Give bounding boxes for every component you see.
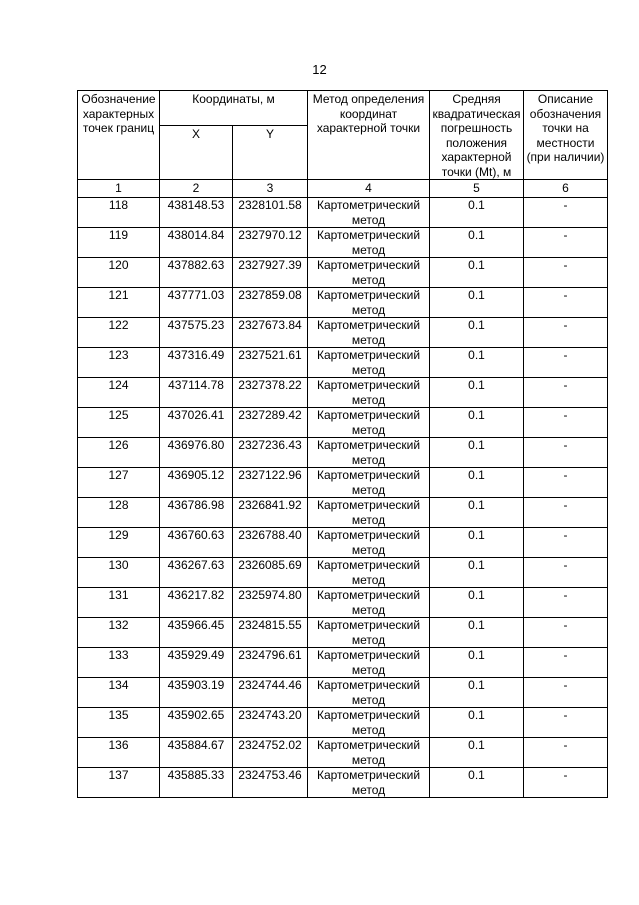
error-cell: 0.1 (430, 258, 524, 288)
method-cell: Картометрический метод (308, 198, 430, 228)
table-row (78, 708, 608, 738)
error-cell: 0.1 (430, 738, 524, 768)
y-coordinate-cell: 2328101.58 (233, 198, 308, 228)
x-coordinate-cell: 435966.45 (160, 618, 233, 648)
y-coordinate-cell: 2324796.61 (233, 648, 308, 678)
description-cell: - (524, 408, 608, 438)
point-cell: 121 (78, 288, 160, 318)
description-cell: - (524, 378, 608, 408)
table-row (78, 438, 608, 468)
y-coordinate-cell: 2325974.80 (233, 588, 308, 618)
description-cell: - (524, 498, 608, 528)
point-cell: 128 (78, 498, 160, 528)
description-cell: - (524, 348, 608, 378)
column-number-row (78, 180, 608, 198)
point-cell: 123 (78, 348, 160, 378)
point-cell: 133 (78, 648, 160, 678)
header-description: Описание обозначения точки на местности (при наличии) (524, 91, 608, 180)
y-coordinate-cell: 2326085.69 (233, 558, 308, 588)
point-cell: 126 (78, 438, 160, 468)
description-cell: - (524, 738, 608, 768)
x-coordinate-cell: 435902.65 (160, 708, 233, 738)
x-coordinate-cell: 436217.82 (160, 588, 233, 618)
table-row (78, 498, 608, 528)
x-coordinate-cell: 436267.63 (160, 558, 233, 588)
point-cell: 132 (78, 618, 160, 648)
column-number: 1 (78, 180, 160, 198)
header-point: Обозначение характерных точек границ (78, 91, 160, 180)
point-cell: 136 (78, 738, 160, 768)
y-coordinate-cell: 2324815.55 (233, 618, 308, 648)
y-coordinate-cell: 2327289.42 (233, 408, 308, 438)
header-method: Метод определения координат характерной точки (308, 91, 430, 180)
column-number: 6 (524, 180, 608, 198)
y-coordinate-cell: 2324743.20 (233, 708, 308, 738)
method-cell: Картометрический метод (308, 588, 430, 618)
point-cell: 125 (78, 408, 160, 438)
table-row (78, 348, 608, 378)
table-row (78, 618, 608, 648)
x-coordinate-cell: 436786.98 (160, 498, 233, 528)
table-row (78, 288, 608, 318)
table-row (78, 738, 608, 768)
table-row (78, 408, 608, 438)
x-coordinate-cell: 436905.12 (160, 468, 233, 498)
method-cell: Картометрический метод (308, 258, 430, 288)
y-coordinate-cell: 2324744.46 (233, 678, 308, 708)
method-cell: Картометрический метод (308, 708, 430, 738)
header-error: Средняя квадратическая погрешность положения характерной точки (Mt), м (430, 91, 524, 180)
error-cell: 0.1 (430, 378, 524, 408)
column-number: 2 (160, 180, 233, 198)
y-coordinate-cell: 2324752.02 (233, 738, 308, 768)
description-cell: - (524, 558, 608, 588)
method-cell: Картометрический метод (308, 318, 430, 348)
method-cell: Картометрический метод (308, 468, 430, 498)
description-cell: - (524, 468, 608, 498)
point-cell: 120 (78, 258, 160, 288)
point-cell: 127 (78, 468, 160, 498)
method-cell: Картометрический метод (308, 228, 430, 258)
table-row (78, 648, 608, 678)
table-row (78, 588, 608, 618)
x-coordinate-cell: 437026.41 (160, 408, 233, 438)
method-cell: Картометрический метод (308, 498, 430, 528)
method-cell: Картометрический метод (308, 678, 430, 708)
x-coordinate-cell: 437114.78 (160, 378, 233, 408)
point-cell: 119 (78, 228, 160, 258)
y-coordinate-cell: 2326841.92 (233, 498, 308, 528)
error-cell: 0.1 (430, 648, 524, 678)
x-coordinate-cell: 437882.63 (160, 258, 233, 288)
point-cell: 130 (78, 558, 160, 588)
y-coordinate-cell: 2327122.96 (233, 468, 308, 498)
column-number: 4 (308, 180, 430, 198)
description-cell: - (524, 648, 608, 678)
error-cell: 0.1 (430, 768, 524, 798)
x-coordinate-cell: 435885.33 (160, 768, 233, 798)
header-y: Y (233, 126, 308, 180)
point-cell: 135 (78, 708, 160, 738)
x-coordinate-cell: 435903.19 (160, 678, 233, 708)
description-cell: - (524, 678, 608, 708)
y-coordinate-cell: 2327521.61 (233, 348, 308, 378)
header-x: X (160, 126, 233, 180)
page-number: 12 (312, 62, 327, 77)
error-cell: 0.1 (430, 438, 524, 468)
method-cell: Картометрический метод (308, 378, 430, 408)
error-cell: 0.1 (430, 348, 524, 378)
point-cell: 129 (78, 528, 160, 558)
error-cell: 0.1 (430, 498, 524, 528)
y-coordinate-cell: 2324753.46 (233, 768, 308, 798)
x-coordinate-cell: 438148.53 (160, 198, 233, 228)
error-cell: 0.1 (430, 408, 524, 438)
x-coordinate-cell: 437575.23 (160, 318, 233, 348)
x-coordinate-cell: 436976.80 (160, 438, 233, 468)
coordinates-table (77, 90, 608, 798)
point-cell: 124 (78, 378, 160, 408)
method-cell: Картометрический метод (308, 558, 430, 588)
method-cell: Картометрический метод (308, 768, 430, 798)
method-cell: Картометрический метод (308, 648, 430, 678)
error-cell: 0.1 (430, 318, 524, 348)
point-cell: 134 (78, 678, 160, 708)
description-cell: - (524, 288, 608, 318)
description-cell: - (524, 588, 608, 618)
error-cell: 0.1 (430, 708, 524, 738)
table-row (78, 228, 608, 258)
method-cell: Картометрический метод (308, 348, 430, 378)
table-row (78, 198, 608, 228)
point-cell: 118 (78, 198, 160, 228)
description-cell: - (524, 438, 608, 468)
y-coordinate-cell: 2327236.43 (233, 438, 308, 468)
y-coordinate-cell: 2327378.22 (233, 378, 308, 408)
point-cell: 131 (78, 588, 160, 618)
header-coordinates: Координаты, м (160, 91, 308, 126)
method-cell: Картометрический метод (308, 288, 430, 318)
x-coordinate-cell: 437316.49 (160, 348, 233, 378)
x-coordinate-cell: 435884.67 (160, 738, 233, 768)
table-row (78, 558, 608, 588)
table-row (78, 768, 608, 798)
x-coordinate-cell: 436760.63 (160, 528, 233, 558)
table-row (78, 468, 608, 498)
error-cell: 0.1 (430, 198, 524, 228)
error-cell: 0.1 (430, 228, 524, 258)
description-cell: - (524, 198, 608, 228)
y-coordinate-cell: 2327970.12 (233, 228, 308, 258)
x-coordinate-cell: 437771.03 (160, 288, 233, 318)
error-cell: 0.1 (430, 618, 524, 648)
point-cell: 137 (78, 768, 160, 798)
table-row (78, 678, 608, 708)
error-cell: 0.1 (430, 588, 524, 618)
description-cell: - (524, 258, 608, 288)
x-coordinate-cell: 435929.49 (160, 648, 233, 678)
point-cell: 122 (78, 318, 160, 348)
description-cell: - (524, 618, 608, 648)
method-cell: Картометрический метод (308, 618, 430, 648)
description-cell: - (524, 768, 608, 798)
column-number: 5 (430, 180, 524, 198)
table-row (78, 258, 608, 288)
error-cell: 0.1 (430, 288, 524, 318)
error-cell: 0.1 (430, 558, 524, 588)
table-row (78, 528, 608, 558)
y-coordinate-cell: 2327673.84 (233, 318, 308, 348)
method-cell: Картометрический метод (308, 408, 430, 438)
description-cell: - (524, 528, 608, 558)
error-cell: 0.1 (430, 678, 524, 708)
description-cell: - (524, 228, 608, 258)
y-coordinate-cell: 2327859.08 (233, 288, 308, 318)
table-row (78, 318, 608, 348)
method-cell: Картометрический метод (308, 438, 430, 468)
table-row (78, 378, 608, 408)
method-cell: Картометрический метод (308, 738, 430, 768)
y-coordinate-cell: 2327927.39 (233, 258, 308, 288)
column-number: 3 (233, 180, 308, 198)
description-cell: - (524, 708, 608, 738)
error-cell: 0.1 (430, 468, 524, 498)
error-cell: 0.1 (430, 528, 524, 558)
y-coordinate-cell: 2326788.40 (233, 528, 308, 558)
description-cell: - (524, 318, 608, 348)
method-cell: Картометрический метод (308, 528, 430, 558)
x-coordinate-cell: 438014.84 (160, 228, 233, 258)
